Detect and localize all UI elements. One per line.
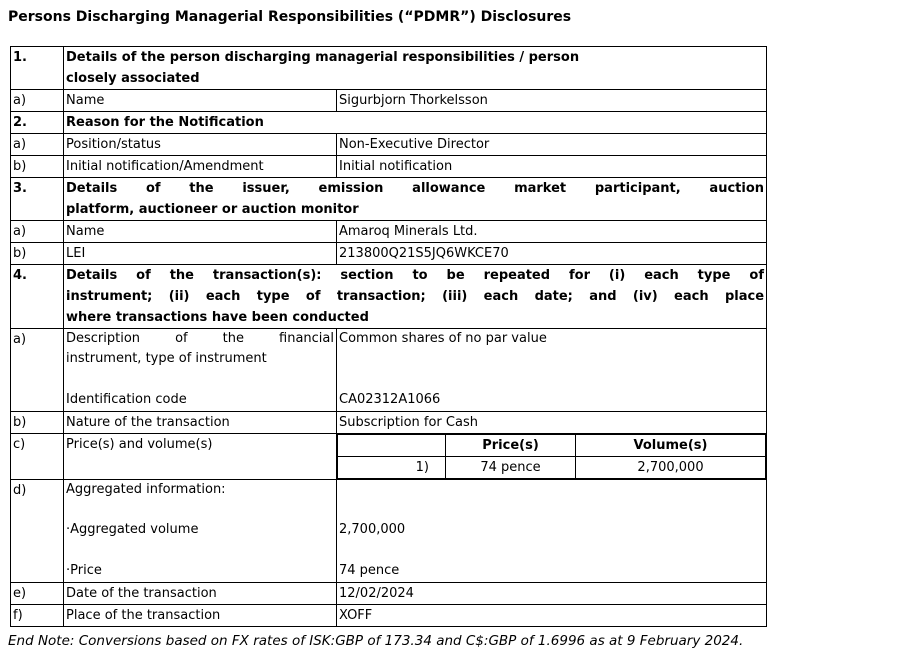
spacer-line xyxy=(339,500,764,520)
section-3-title-cell xyxy=(64,178,767,221)
identification-code-value: CA02312A1066 xyxy=(339,392,441,408)
subtable-data-row xyxy=(338,456,766,478)
price-value: 74 pence xyxy=(446,456,576,478)
spacer-line xyxy=(66,541,334,561)
spacer-line xyxy=(339,349,764,369)
section-2-title-cell: Reason for the Notification xyxy=(64,112,767,134)
row-value-cell: 213800Q21S5JQ6WKCE70 xyxy=(337,243,767,265)
row-letter: c) xyxy=(11,433,64,479)
row-letter: b) xyxy=(11,411,64,433)
row-label-cell: Nature of the transaction xyxy=(64,411,337,433)
row-4f-place xyxy=(11,604,767,626)
spacer-line xyxy=(339,480,764,500)
section-4-header-row xyxy=(11,265,767,329)
section-3-number: 3. xyxy=(11,178,64,221)
row-4c-price-volume xyxy=(11,433,767,479)
row-label-cell: LEI xyxy=(64,243,337,265)
end-note: End Note: Conversions based on FX rates of ISK:GBP of 173.34 and C$:GBP of 1.6996 as at 9 February 2024. xyxy=(8,633,744,649)
row-letter: a) xyxy=(11,90,64,112)
price-volume-subtable xyxy=(337,434,766,479)
row-value-cell: Sigurbjorn Thorkelsson xyxy=(337,90,767,112)
row-label-cell: Name xyxy=(64,221,337,243)
section-4-number: 4. xyxy=(11,265,64,329)
row-4d-aggregated-information xyxy=(11,479,767,582)
section-1-number: 1. xyxy=(11,47,64,90)
price-column-header: Price(s) xyxy=(446,434,576,456)
section-3-title-line-2: platform, auctioneer or auction monitor xyxy=(66,202,359,217)
section-1-title-cell xyxy=(64,47,767,90)
instrument-label-line-1: Description of the financial xyxy=(66,331,334,346)
row-label-cell: Date of the transaction xyxy=(64,582,337,604)
row-letter: b) xyxy=(11,243,64,265)
aggregated-information-label: Aggregated information: xyxy=(66,481,226,497)
row-3b-lei xyxy=(11,243,767,265)
row-4b-nature xyxy=(11,411,767,433)
row-label-cell: Initial notification/Amendment xyxy=(64,156,337,178)
pdmr-table xyxy=(10,46,767,627)
section-3-header-row xyxy=(11,178,767,221)
row-label-cell: Price(s) and volume(s) xyxy=(64,433,337,479)
section-2-header-row xyxy=(11,112,767,134)
instrument-label-line-2: instrument, type of instrument xyxy=(66,351,267,367)
subtable-corner-cell xyxy=(338,434,446,456)
row-value-cell: Initial notification xyxy=(337,156,767,178)
row-value-cell: Amaroq Minerals Ltd. xyxy=(337,221,767,243)
page-title: Persons Discharging Managerial Responsibilities (“PDMR”) Disclosures xyxy=(8,9,572,25)
row-4e-date xyxy=(11,582,767,604)
row-3a-issuer-name xyxy=(11,221,767,243)
row-value-cell xyxy=(337,329,767,412)
row-letter: a) xyxy=(11,329,64,412)
row-label-cell xyxy=(64,329,337,412)
section-4-title-line-2: instrument; (ii) each type of transaction; (iii) each date; and (iv) each place xyxy=(66,289,765,304)
aggregated-volume-label: ·Aggregated volume xyxy=(66,522,199,538)
row-label-cell xyxy=(64,479,337,582)
spacer-line xyxy=(66,370,334,390)
row-value-cell: XOFF xyxy=(337,604,767,626)
aggregated-price-value: 74 pence xyxy=(339,563,400,579)
row-letter: b) xyxy=(11,156,64,178)
row-letter: f) xyxy=(11,604,64,626)
spacer-line xyxy=(339,370,764,390)
row-label-cell: Position/status xyxy=(64,134,337,156)
volume-column-header: Volume(s) xyxy=(576,434,766,456)
instrument-value-line-1: Common shares of no par value xyxy=(339,331,547,346)
row-letter: d) xyxy=(11,479,64,582)
row-value-cell xyxy=(337,479,767,582)
section-4-title-line-3: where transactions have been conducted xyxy=(66,310,369,325)
row-2a-position xyxy=(11,134,767,156)
section-4-title-line-1: Details of the transaction(s): section to be repeated for (i) each type of xyxy=(66,268,765,283)
volume-value: 2,700,000 xyxy=(576,456,766,478)
aggregated-price-label: ·Price xyxy=(66,563,102,579)
row-2b-initial-notification xyxy=(11,156,767,178)
row-letter: a) xyxy=(11,221,64,243)
row-letter: a) xyxy=(11,134,64,156)
row-letter: e) xyxy=(11,582,64,604)
row-value-cell: Non-Executive Director xyxy=(337,134,767,156)
subtable-header-row xyxy=(338,434,766,456)
spacer-line xyxy=(339,541,764,561)
row-label-cell: Place of the transaction xyxy=(64,604,337,626)
aggregated-volume-value: 2,700,000 xyxy=(339,522,406,538)
section-1-title-line-2: closely associated xyxy=(66,71,200,86)
price-volume-subtable-cell xyxy=(337,433,767,479)
row-1a-name xyxy=(11,90,767,112)
row-value-cell: 12/02/2024 xyxy=(337,582,767,604)
section-1-header-row xyxy=(11,47,767,90)
identification-code-label: Identification code xyxy=(66,392,187,408)
section-2-number: 2. xyxy=(11,112,64,134)
spacer-line xyxy=(66,500,334,520)
transaction-index: 1) xyxy=(338,456,446,478)
section-3-title-line-1: Details of the issuer, emission allowance market participant, auction xyxy=(66,181,765,196)
row-4a-instrument-description xyxy=(11,329,767,412)
row-value-cell: Subscription for Cash xyxy=(337,411,767,433)
row-label-cell: Name xyxy=(64,90,337,112)
section-1-title-line-1: Details of the person discharging managerial responsibilities / person xyxy=(66,50,580,65)
section-4-title-cell xyxy=(64,265,767,329)
